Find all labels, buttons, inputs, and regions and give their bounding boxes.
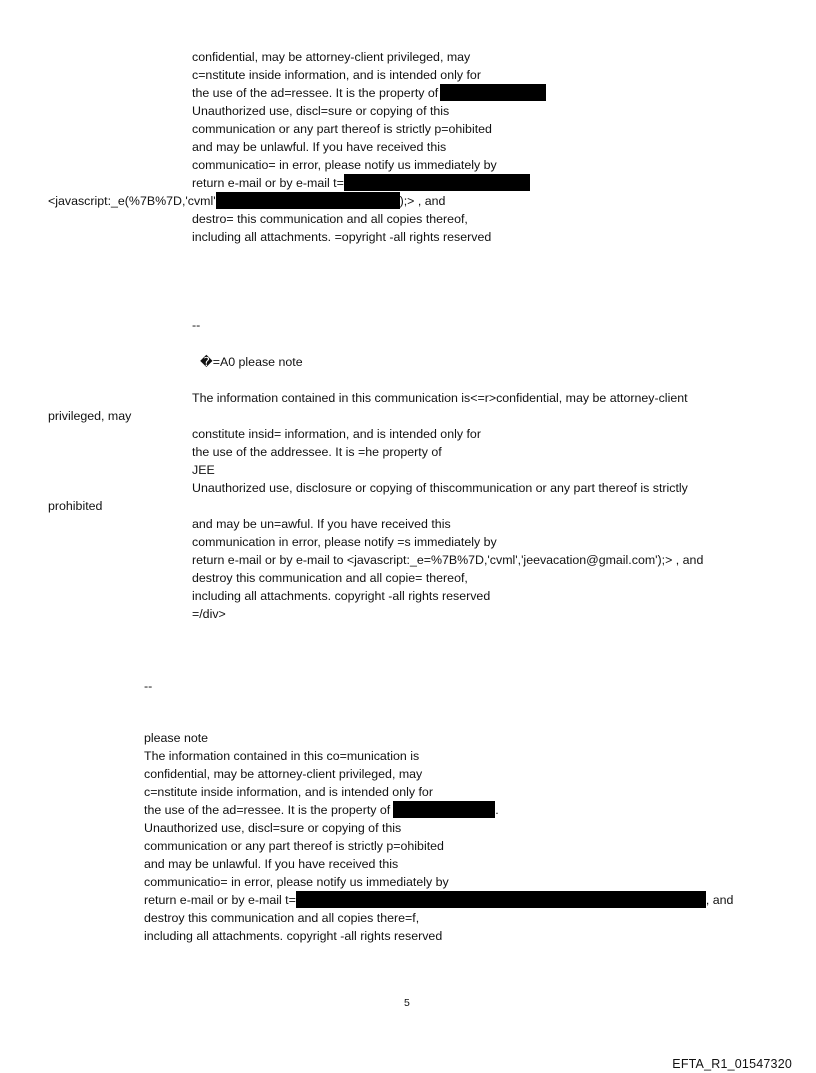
block3-line: communicatio= in error, please notify us immediately by: [144, 875, 449, 889]
block3-line: [144, 891, 733, 909]
block1-line: Unauthorized use, discl=sure or copying of this: [192, 104, 450, 118]
block2-line: including all attachments. copyright -all rights reserved: [192, 589, 491, 603]
block1-line: including all attachments. =opyright -all rights reserved: [192, 230, 492, 244]
block2-line: and may be un=awful. If you have received this: [192, 517, 451, 531]
separator: --: [192, 318, 201, 332]
block1-line: [192, 174, 530, 192]
block3-line-text: .: [495, 803, 499, 817]
block2-line: privileged, may: [48, 409, 132, 423]
block2-line: the use of the addressee. It is =he property of: [192, 445, 442, 459]
block2-line: destroy this communication and all copie= thereof,: [192, 571, 468, 585]
redaction-box: [216, 192, 400, 209]
document-id: EFTA_R1_01547320: [672, 1057, 792, 1071]
block1-line: [192, 84, 546, 102]
separator: --: [144, 679, 153, 693]
block3-line: c=nstitute inside information, and is intended only for: [144, 785, 433, 799]
block2-line: JEE: [192, 463, 215, 477]
block1-line: destro= this communication and all copies thereof,: [192, 212, 468, 226]
block1-line: [48, 192, 445, 210]
please-note-heading: �=A0 please note: [200, 355, 303, 369]
block1-line: communication or any part thereof is strictly p=ohibited: [192, 122, 492, 136]
redaction-box: [344, 174, 530, 191]
block3-line: The information contained in this co=munication is: [144, 749, 420, 763]
block1-line-text: the use of the ad=ressee. It is the property of: [192, 86, 439, 100]
block3-line: and may be unlawful. If you have received this: [144, 857, 399, 871]
block3-line: Unauthorized use, discl=sure or copying of this: [144, 821, 402, 835]
redaction-box: [440, 84, 546, 101]
block3-line: including all attachments. copyright -all rights reserved: [144, 929, 443, 943]
block2-line: =/div>: [192, 607, 226, 621]
block3-line-text: the use of the ad=ressee. It is the property of: [144, 803, 391, 817]
block1-line-text: return e-mail or by e-mail t=: [192, 176, 344, 190]
block3-line: confidential, may be attorney-client privileged, may: [144, 767, 423, 781]
block2-line: constitute insid= information, and is intended only for: [192, 427, 481, 441]
block1-line: c=nstitute inside information, and is intended only for: [192, 68, 481, 82]
block1-line: confidential, may be attorney-client privileged, may: [192, 50, 471, 64]
redaction-box: [393, 801, 495, 818]
block3-line: [144, 801, 499, 819]
block3-line: destroy this communication and all copies there=f,: [144, 911, 420, 925]
block3-line-text: return e-mail or by e-mail t=: [144, 893, 296, 907]
block3-line: please note: [144, 731, 209, 745]
block2-line: The information contained in this communication is<=r>confidential, may be attorney-client: [192, 391, 688, 405]
block1-line-text: <javascript:_e(%7B%7D,'cvml': [48, 194, 216, 208]
block1-line-text: );> , and: [399, 194, 446, 208]
redaction-box: [296, 891, 706, 908]
block1-line: and may be unlawful. If you have received this: [192, 140, 447, 154]
block3-line-text: , and: [705, 893, 734, 907]
block3-line: communication or any part thereof is strictly p=ohibited: [144, 839, 444, 853]
block2-line: communication in error, please notify =s immediately by: [192, 535, 497, 549]
block2-line: return e-mail or by e-mail to <javascript:_e=%7B%7D,'cvml','jeevacation@gmail.com');> , and: [192, 553, 704, 567]
block2-line: Unauthorized use, disclosure or copying of thiscommunication or any part thereof is strictly: [192, 481, 688, 495]
block2-line: prohibited: [48, 499, 103, 513]
page-number: 5: [404, 997, 410, 1009]
block1-line: communicatio= in error, please notify us immediately by: [192, 158, 497, 172]
